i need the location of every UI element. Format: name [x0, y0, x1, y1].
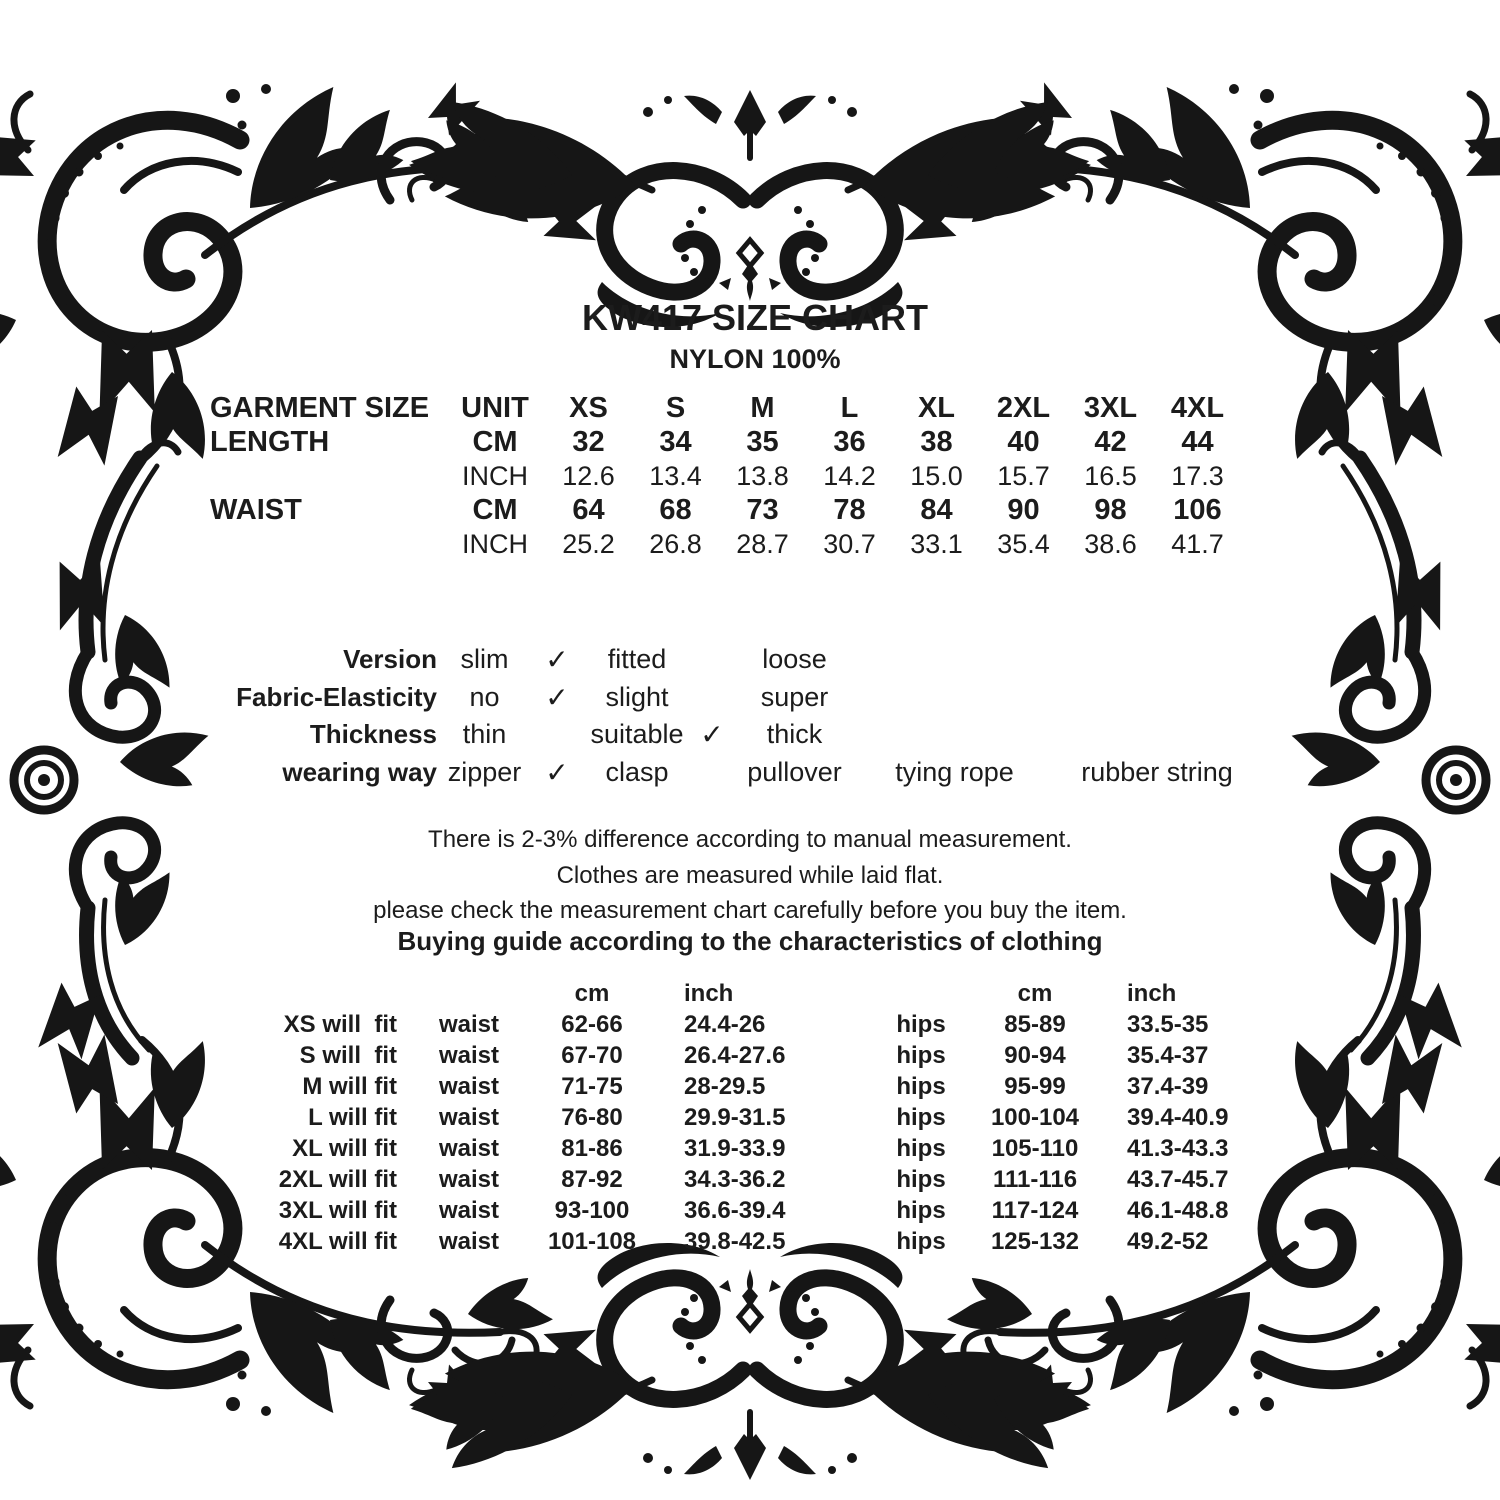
size-table-row-label: WAIST [210, 493, 302, 526]
attribute-option: slim [460, 644, 509, 675]
size-table-value-cell: 15.7 [997, 460, 1050, 491]
attribute-option: fitted [607, 644, 667, 675]
fit-guide-hips-label: hips [896, 1072, 946, 1100]
fit-guide-waist-label: waist [438, 1072, 500, 1100]
fit-guide-waist-cm: 87-92 [561, 1165, 623, 1193]
size-table-row-label [205, 527, 445, 561]
fit-guide-size-label: XL will fit [292, 1134, 397, 1162]
attribute-option: loose [762, 644, 827, 675]
fit-guide-size-label: L will fit [308, 1103, 397, 1131]
fit-guide-hips-inch: 49.2-52 [1127, 1227, 1209, 1255]
size-table-unit-cell: CM [472, 493, 518, 526]
size-table-value-cell: 13.8 [736, 460, 789, 491]
size-table-unit-cell: INCH [462, 528, 528, 559]
note-line: There is 2-3% difference according to manual measurement. [428, 826, 1072, 853]
size-table-value-cell: 35.4 [997, 528, 1050, 559]
size-table-value-cell: 28.7 [736, 528, 789, 559]
fit-guide-waist-inch: 34.3-36.2 [684, 1165, 786, 1193]
fit-guide-hips-inch: 43.7-45.7 [1127, 1165, 1229, 1193]
size-table-value-cell: 30.7 [823, 528, 876, 559]
attribute-option: pullover [747, 756, 842, 787]
fit-guide-waist-label: waist [438, 1103, 500, 1131]
fit-guide-waist-cm: 81-86 [561, 1134, 623, 1162]
fit-guide-hips-inch: 39.4-40.9 [1127, 1103, 1229, 1131]
size-table-value-cell: 33.1 [910, 528, 963, 559]
fit-guide-waist-inch: 28-29.5 [684, 1072, 766, 1100]
fit-guide-size-label: 3XL will fit [278, 1196, 397, 1224]
fit-guide-waist-inch: 29.9-31.5 [684, 1103, 786, 1131]
attribute-option: thick [766, 719, 823, 750]
check-mark: ✓ [545, 644, 569, 676]
fit-guide-waist-label: waist [438, 1227, 500, 1255]
right-edge-vine [1291, 443, 1486, 1074]
size-table-value-cell: 84 [920, 493, 953, 526]
size-table-header-cell: S [665, 391, 686, 424]
fit-guide-hips-label: hips [896, 1196, 946, 1224]
fit-guide-waist-cm: 76-80 [561, 1103, 623, 1131]
fit-guide-hips-cm: 105-110 [991, 1134, 1079, 1162]
attribute-row-label: wearing way [282, 756, 437, 787]
size-table-value-cell: 68 [659, 493, 692, 526]
material-label: NYLON 100% [669, 344, 841, 374]
attributes-table [205, 641, 1262, 791]
size-table-value-cell: 64 [572, 493, 605, 526]
fit-guide-waist-cm: 101-108 [547, 1227, 637, 1255]
size-table-value-cell: 32 [572, 425, 605, 458]
note-line: please check the measurement chart carefully before you buy the item. [373, 897, 1127, 924]
fit-guide-table [240, 978, 1306, 1257]
fit-guide-hips-label: hips [896, 1041, 946, 1069]
bottom-center-ornament [408, 1243, 1092, 1480]
size-table-value-cell: 17.3 [1171, 460, 1224, 491]
buying-guide-heading: Buying guide according to the characteristics of clothing [397, 926, 1103, 956]
fit-guide-hips-label: hips [896, 1103, 946, 1131]
fit-guide-waist-label: waist [438, 1134, 500, 1162]
fit-guide-hips-cm: 117-124 [991, 1196, 1079, 1224]
size-table-header-cell: 2XL [996, 391, 1051, 424]
check-mark: ✓ [545, 756, 569, 788]
size-table-value-cell: 40 [1007, 425, 1040, 458]
fit-guide-waist-label: waist [438, 1041, 500, 1069]
size-table-value-cell: 38.6 [1084, 528, 1137, 559]
fit-guide-waist-cm: 62-66 [561, 1010, 623, 1038]
size-table-value-cell: 35 [746, 425, 779, 458]
size-table-header-cell: 4XL [1170, 391, 1225, 424]
attribute-row-label: Version [343, 644, 437, 675]
size-table-value-cell: 98 [1094, 493, 1127, 526]
top-center-ornament [408, 90, 1092, 327]
attribute-option: suitable [590, 719, 684, 750]
fit-guide-size-label: 2XL will fit [278, 1165, 397, 1193]
attribute-option: clasp [605, 756, 669, 787]
fit-guide-size-label: XS will fit [283, 1010, 397, 1038]
size-table-value-cell: 36 [833, 425, 866, 458]
fit-guide-size-label: S will fit [299, 1041, 397, 1069]
fit-guide-size-label: M will fit [302, 1072, 397, 1100]
size-table-row-label [205, 459, 445, 493]
size-table-header-cell: L [840, 391, 859, 424]
size-table-header-label: GARMENT SIZE [210, 391, 430, 424]
attribute-option: slight [605, 681, 669, 712]
fit-guide-header: cm [574, 979, 610, 1007]
fit-guide-waist-cm: 67-70 [561, 1041, 623, 1069]
fit-guide-hips-inch: 37.4-39 [1127, 1072, 1209, 1100]
size-table-unit-cell: CM [472, 425, 518, 458]
attribute-option: no [469, 681, 500, 712]
fit-guide-hips-cm: 90-94 [1004, 1041, 1066, 1069]
fit-guide-waist-label: waist [438, 1165, 500, 1193]
size-table-value-cell: 90 [1007, 493, 1040, 526]
fit-guide-header: cm [1017, 979, 1053, 1007]
fit-guide-header: inch [684, 979, 734, 1007]
size-table-header-cell: M [750, 391, 775, 424]
size-table-value-cell: 78 [833, 493, 866, 526]
fit-guide-hips-label: hips [896, 1227, 946, 1255]
fit-guide-size-label: 4XL will fit [278, 1227, 397, 1255]
fit-guide-hips-cm: 125-132 [990, 1227, 1080, 1255]
attribute-option: thin [462, 719, 507, 750]
size-table-value-cell: 106 [1173, 493, 1222, 526]
size-table-value-cell: 15.0 [910, 460, 963, 491]
fit-guide-hips-inch: 33.5-35 [1127, 1010, 1209, 1038]
fit-guide-waist-inch: 26.4-27.6 [684, 1041, 786, 1069]
attribute-option: super [760, 681, 829, 712]
size-table-value-cell: 13.4 [649, 460, 702, 491]
fit-guide-hips-label: hips [896, 1010, 946, 1038]
size-table-value-cell: 42 [1094, 425, 1127, 458]
fit-guide-hips-cm: 111-116 [992, 1165, 1078, 1193]
attribute-option: zipper [447, 756, 522, 787]
fit-guide-hips-inch: 46.1-48.8 [1127, 1196, 1229, 1224]
fit-guide-hips-label: hips [896, 1134, 946, 1162]
fit-guide-waist-label: waist [438, 1010, 500, 1038]
fit-guide-waist-inch: 31.9-33.9 [684, 1134, 786, 1162]
check-mark: ✓ [700, 719, 724, 751]
size-table-row-label: LENGTH [210, 425, 330, 458]
size-table-unit-cell: INCH [462, 460, 528, 491]
size-table-value-cell: 12.6 [562, 460, 615, 491]
fit-guide-hips-cm: 95-99 [1004, 1072, 1066, 1100]
size-table-value-cell: 16.5 [1084, 460, 1137, 491]
attribute-row-label: Fabric-Elasticity [236, 681, 437, 712]
attribute-option: rubber string [1081, 756, 1233, 787]
fit-guide-waist-cm: 71-75 [561, 1072, 623, 1100]
fit-guide-waist-inch: 39.8-42.5 [684, 1227, 786, 1255]
fit-guide-hips-inch: 35.4-37 [1127, 1041, 1209, 1069]
page-title: KW417 SIZE CHART [581, 297, 929, 338]
fit-guide-header: inch [1127, 979, 1177, 1007]
check-mark: ✓ [545, 681, 569, 713]
size-table-header-cell: 3XL [1083, 391, 1138, 424]
fit-guide-hips-label: hips [896, 1165, 946, 1193]
fit-guide-waist-label: waist [438, 1196, 500, 1224]
fit-guide-waist-inch: 36.6-39.4 [684, 1196, 786, 1224]
measurement-notes [0, 822, 1500, 929]
size-table-value-cell: 73 [746, 493, 779, 526]
size-table-value-cell: 38 [920, 425, 953, 458]
size-table-header-cell: XL [917, 391, 956, 424]
fit-guide-hips-cm: 100-104 [990, 1103, 1080, 1131]
size-table-value-cell: 41.7 [1171, 528, 1224, 559]
size-table-value-cell: 26.8 [649, 528, 702, 559]
fit-guide-waist-cm: 93-100 [554, 1196, 630, 1224]
size-table-header-cell: UNIT [461, 391, 529, 424]
attribute-row-label: Thickness [309, 719, 437, 750]
left-edge-vine [14, 443, 209, 1074]
attribute-option: tying rope [895, 756, 1014, 787]
fit-guide-hips-cm: 85-89 [1004, 1010, 1066, 1038]
size-table-header-cell: XS [569, 391, 608, 424]
size-table-value-cell: 44 [1181, 425, 1214, 458]
size-table [205, 391, 1241, 561]
size-table-value-cell: 14.2 [823, 460, 876, 491]
size-table-value-cell: 34 [659, 425, 692, 458]
fit-guide-hips-inch: 41.3-43.3 [1127, 1134, 1229, 1162]
size-table-value-cell: 25.2 [562, 528, 615, 559]
fit-guide-waist-inch: 24.4-26 [684, 1010, 766, 1038]
note-line: Clothes are measured while laid flat. [556, 861, 944, 889]
